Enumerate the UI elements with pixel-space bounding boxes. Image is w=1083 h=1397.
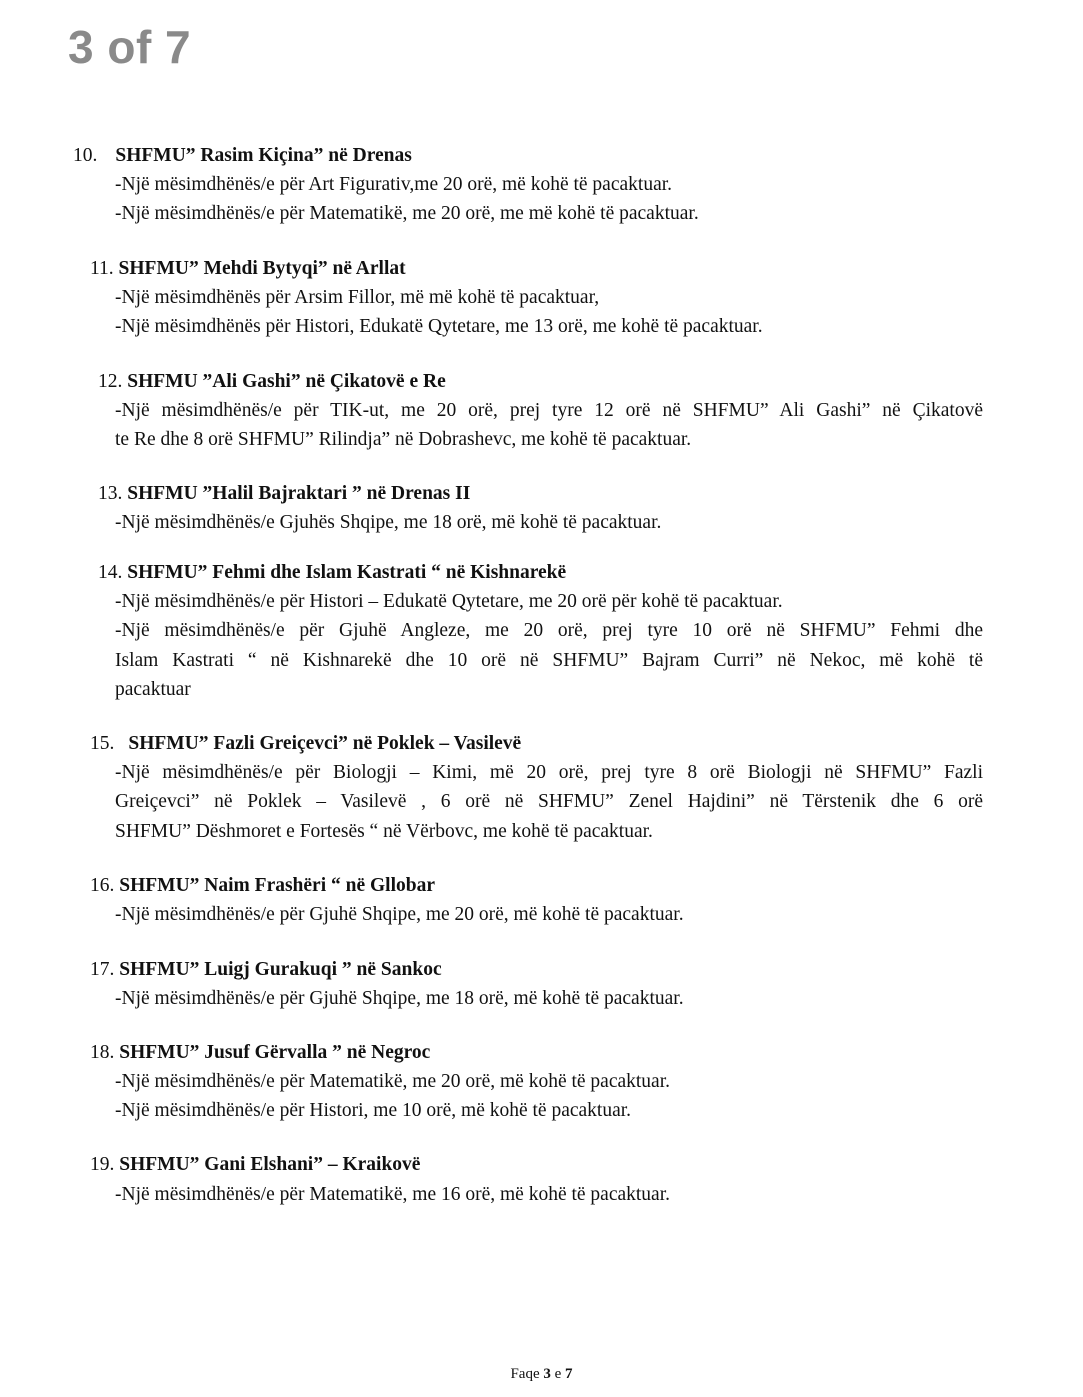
section-number: 13.	[98, 483, 123, 504]
position-line: -Një mësimdhënës/e për Gjuhë Angleze, me 20 orë, prej tyre 10 orë në SHFMU” Fehmi dhe	[115, 620, 983, 641]
school-name: SHFMU” Mehdi Bytyqi” në Arllat	[118, 258, 406, 279]
position-line: Islam Kastrati “ në Kishnarekë dhe 10 orë në SHFMU” Bajram Curri” në Nekoc, më kohë të	[115, 650, 983, 671]
position-line: -Një mësimdhënës për Arsim Fillor, më më kohë të pacaktuar,	[115, 287, 600, 308]
position-line: Greiçevci” në Poklek – Vasilevë , 6 orë në SHFMU” Zenel Hajdini” në Tërstenik dhe 6 orë	[115, 791, 983, 812]
position-line: -Një mësimdhënës për Histori, Edukatë Qytetare, me 13 orë, me kohë të pacaktuar.	[115, 316, 763, 337]
school-name: SHFMU” Jusuf Gërvalla ” në Negroc	[119, 1042, 431, 1063]
section-number: 10.	[73, 145, 98, 166]
footer-prefix: Faqe	[510, 1366, 540, 1382]
position-line: -Një mësimdhënës/e për Histori – Edukatë Qytetare, me 20 orë për kohë të pacaktuar.	[115, 591, 783, 612]
section-number: 15.	[90, 733, 115, 754]
section-heading	[90, 874, 435, 898]
page-footer	[0, 1366, 1083, 1383]
position-line: -Një mësimdhënës/e për TIK-ut, me 20 orë, prej tyre 12 orë në SHFMU” Ali Gashi” në Çikatovë	[115, 400, 983, 421]
section-heading	[90, 1153, 420, 1177]
footer-total-pages: 7	[565, 1366, 573, 1382]
position-line: -Një mësimdhënës/e për Gjuhë Shqipe, me 20 orë, më kohë të pacaktuar.	[115, 904, 684, 925]
school-name: SHFMU” Luigj Gurakuqi ” në Sankoc	[119, 959, 442, 980]
position-line: -Një mësimdhënës/e për Histori, me 10 orë, më kohë të pacaktuar.	[115, 1100, 632, 1121]
section-heading	[90, 958, 442, 982]
section-number: 16.	[90, 875, 115, 896]
footer-separator: e	[554, 1366, 562, 1382]
school-name: SHFMU ”Halil Bajraktari ” në Drenas II	[127, 483, 471, 504]
section-number: 17.	[90, 959, 115, 980]
position-line: -Një mësimdhënës/e për Art Figurativ,me 20 orë, më kohë të pacaktuar.	[115, 174, 673, 195]
section-heading	[98, 370, 446, 394]
position-line: te Re dhe 8 orë SHFMU” Rilindja” në Dobrashevc, me kohë të pacaktuar.	[115, 429, 692, 450]
section-number: 19.	[90, 1154, 115, 1175]
position-line: -Një mësimdhënës/e për Biologji – Kimi, më 20 orë, prej tyre 8 orë Biologji në SHFMU” Fazli	[115, 762, 983, 783]
section-number: 14.	[98, 562, 123, 583]
position-line: pacaktuar	[115, 679, 191, 700]
section-heading	[98, 482, 470, 506]
section-number: 11.	[90, 258, 114, 279]
school-name: SHFMU” Rasim Kiçina” në Drenas	[115, 145, 412, 166]
position-line: -Një mësimdhënës/e për Matematikë, me 20 orë, me më kohë të pacaktuar.	[115, 203, 699, 224]
position-line: -Një mësimdhënës/e për Matematikë, me 16 orë, më kohë të pacaktuar.	[115, 1184, 670, 1205]
position-line: -Një mësimdhënës/e Gjuhës Shqipe, me 18 orë, më kohë të pacaktuar.	[115, 512, 662, 533]
section-number: 18.	[90, 1042, 115, 1063]
position-line: SHFMU” Dëshmoret e Fortesës “ në Vërbovc, me kohë të pacaktuar.	[115, 821, 653, 842]
position-line: -Një mësimdhënës/e për Gjuhë Shqipe, me 18 orë, më kohë të pacaktuar.	[115, 988, 684, 1009]
school-name: SHFMU” Gani Elshani” – Kraikovë	[119, 1154, 421, 1175]
position-line: -Një mësimdhënës/e për Matematikë, me 20 orë, më kohë të pacaktuar.	[115, 1071, 670, 1092]
page-indicator: 3 of 7	[68, 21, 192, 73]
section-heading	[90, 257, 406, 281]
section-number: 12.	[98, 371, 123, 392]
school-name: SHFMU” Fehmi dhe Islam Kastrati “ në Kishnarekë	[127, 562, 567, 583]
school-name: SHFMU” Naim Frashëri “ në Gllobar	[119, 875, 436, 896]
school-name: SHFMU” Fazli Greiçevci” në Poklek – Vasilevë	[128, 733, 522, 754]
section-heading	[73, 144, 412, 168]
footer-current-page: 3	[543, 1366, 551, 1382]
school-name: SHFMU ”Ali Gashi” në Çikatovë e Re	[127, 371, 446, 392]
section-heading	[98, 561, 566, 585]
section-heading	[90, 1041, 430, 1065]
section-heading	[90, 732, 521, 756]
